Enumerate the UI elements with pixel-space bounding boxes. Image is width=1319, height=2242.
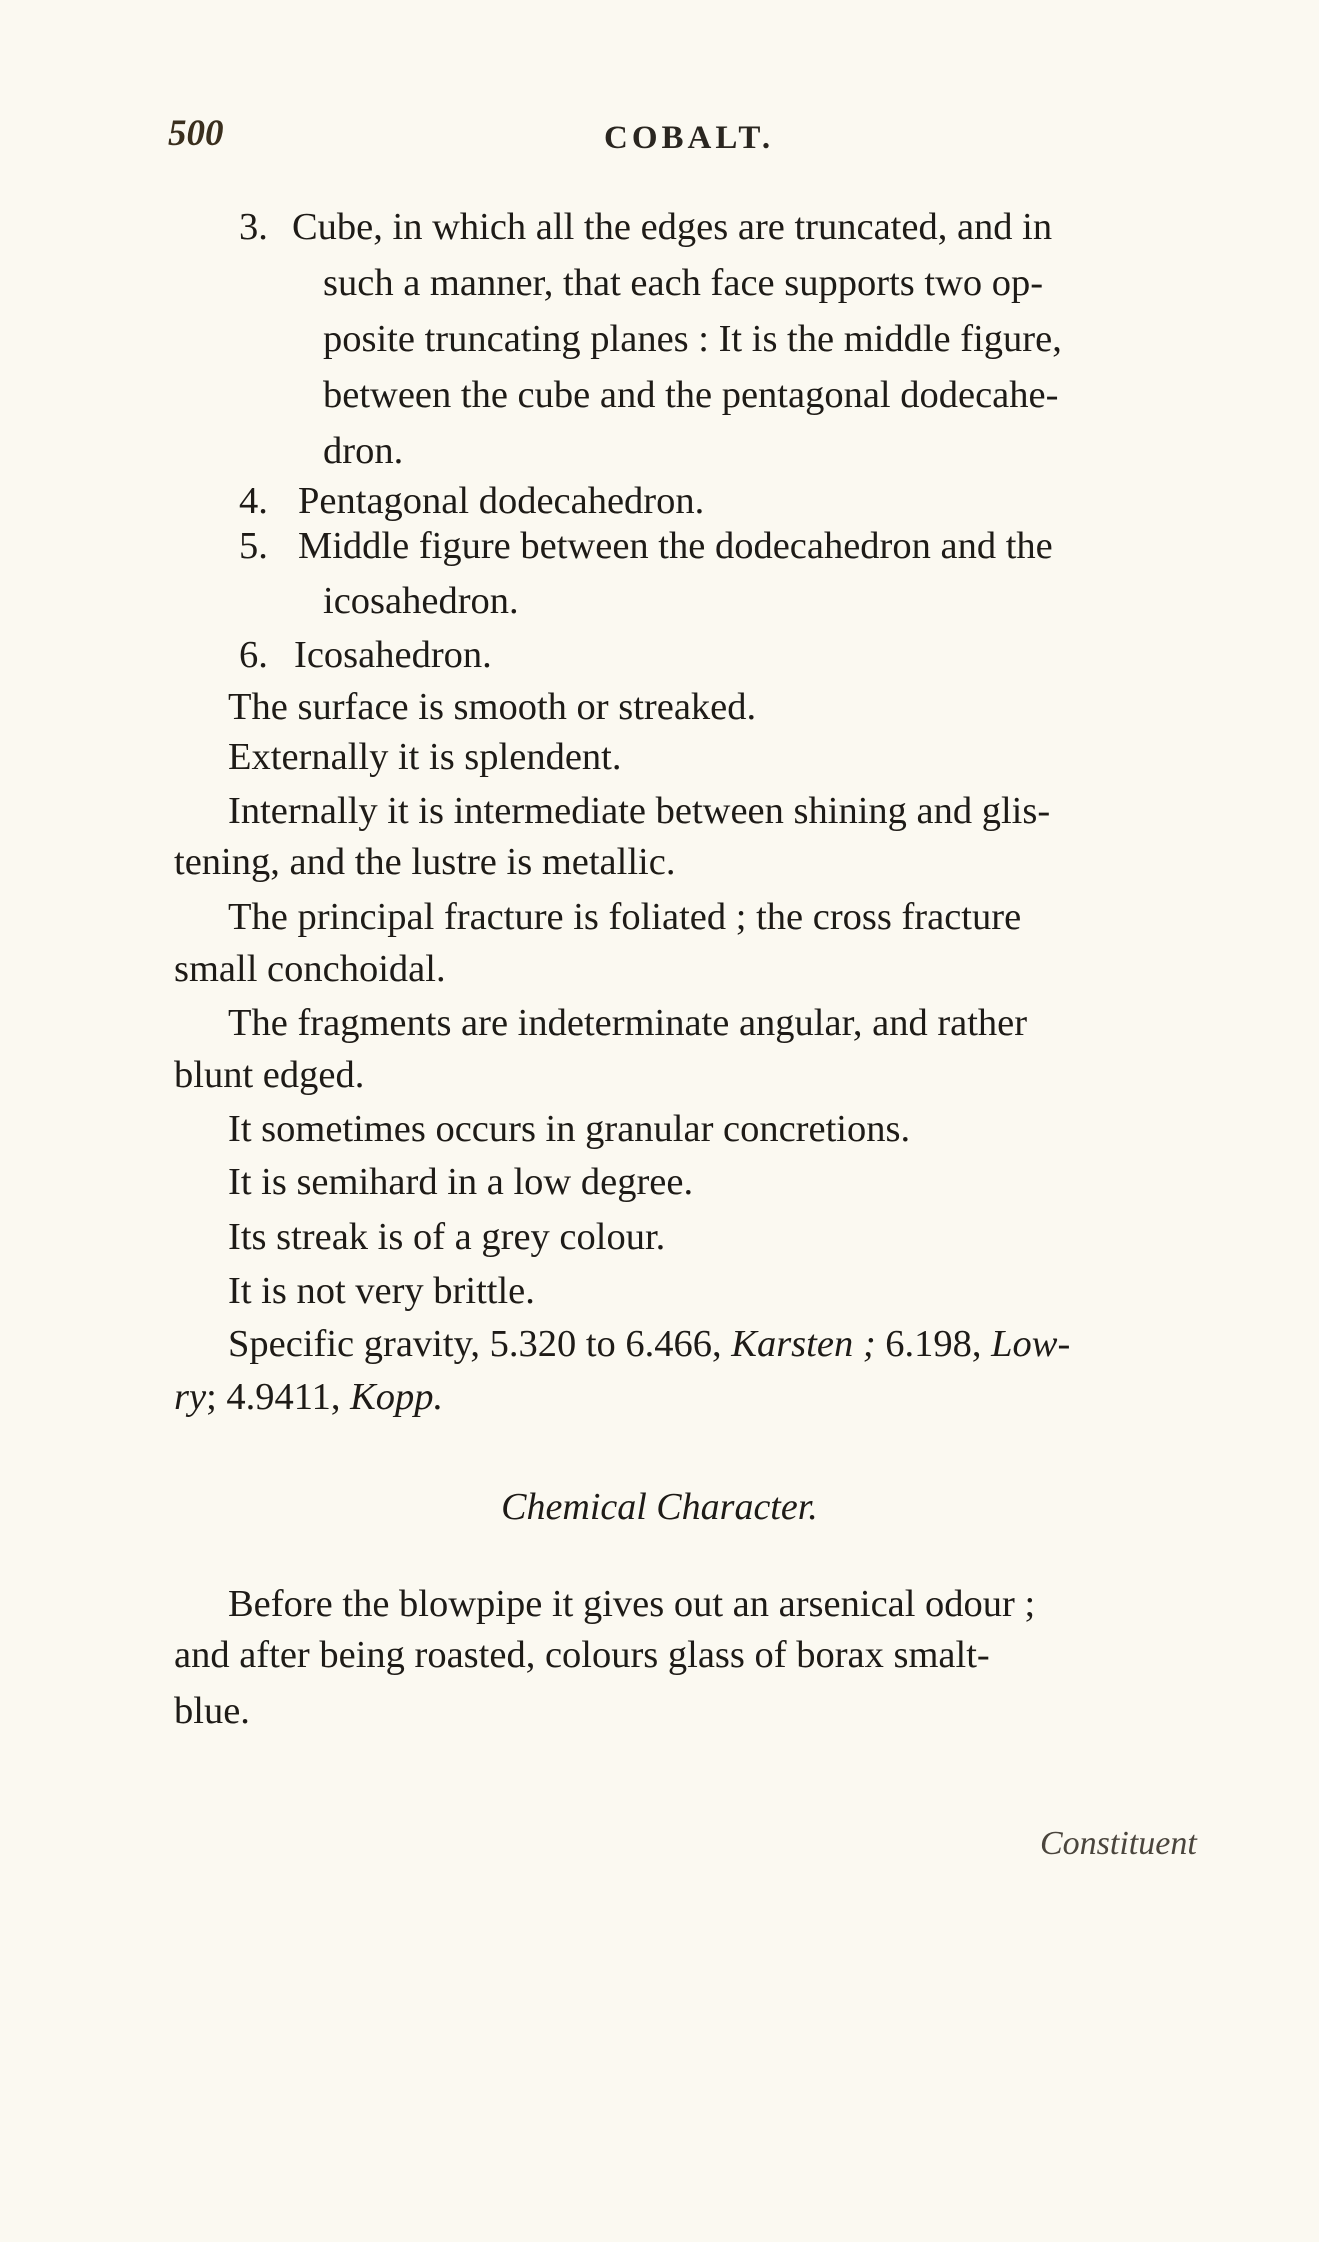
list-item-number: 5. — [239, 525, 268, 567]
list-item-line: Cube, in which all the edges are truncated, and in — [292, 206, 1053, 248]
chemical-line: Before the blowpipe it gives out an arsenical odour ; — [228, 1583, 1036, 1625]
page-number: 500 — [168, 113, 224, 154]
list-item-number: 3. — [239, 206, 268, 248]
list-item-line: icosahedron. — [323, 580, 519, 622]
list-item-line: Pentagonal dodecahedron. — [298, 480, 705, 522]
list-item-line: posite truncating planes : It is the middle figure, — [323, 318, 1062, 360]
list-item-number: 4. — [239, 480, 268, 522]
body-line: blunt edged. — [174, 1054, 365, 1096]
list-item-number: 6. — [239, 634, 268, 676]
body-line: small conchoidal. — [174, 948, 446, 990]
body-line: tening, and the lustre is metallic. — [174, 841, 676, 883]
gravity-value: 6.198, — [885, 1323, 982, 1365]
list-item-line: Middle figure between the dodecahedron and the — [298, 525, 1053, 567]
body-line: Externally it is splendent. — [228, 736, 622, 778]
author-karsten: Karsten ; — [731, 1323, 876, 1365]
author-kopp: Kopp. — [350, 1376, 444, 1418]
gravity-text: Specific gravity, 5.320 to 6.466, — [228, 1323, 722, 1365]
body-line: The fragments are indeterminate angular, and rather — [228, 1002, 1028, 1044]
section-heading: Chemical Character. — [501, 1486, 818, 1528]
catchword: Constituent — [1040, 1825, 1197, 1862]
author-lowry-start: Low- — [991, 1323, 1071, 1365]
body-line: The principal fracture is foliated ; the cross fracture — [228, 896, 1022, 938]
body-line: It sometimes occurs in granular concretions. — [228, 1108, 911, 1150]
chemical-line: blue. — [174, 1690, 250, 1732]
list-item-line: Icosahedron. — [294, 634, 492, 676]
list-item-line: dron. — [323, 430, 404, 472]
gravity-line-2 — [174, 1378, 443, 1417]
chemical-line: and after being roasted, colours glass of borax smalt- — [174, 1634, 990, 1676]
running-title: COBALT. — [604, 120, 775, 156]
body-line: It is not very brittle. — [228, 1270, 535, 1312]
gravity-line-1 — [228, 1325, 1070, 1364]
body-line: The surface is smooth or streaked. — [228, 686, 757, 728]
author-lowry-end: ry — [174, 1376, 207, 1418]
body-line: It is semihard in a low degree. — [228, 1161, 694, 1203]
body-line: Internally it is intermediate between shining and glis- — [228, 790, 1051, 832]
body-line: Its streak is of a grey colour. — [228, 1216, 666, 1258]
gravity-value: ; 4.9411, — [206, 1376, 341, 1418]
list-item-line: between the cube and the pentagonal dodecahe- — [323, 374, 1059, 416]
list-item-line: such a manner, that each face supports two op- — [323, 262, 1044, 304]
